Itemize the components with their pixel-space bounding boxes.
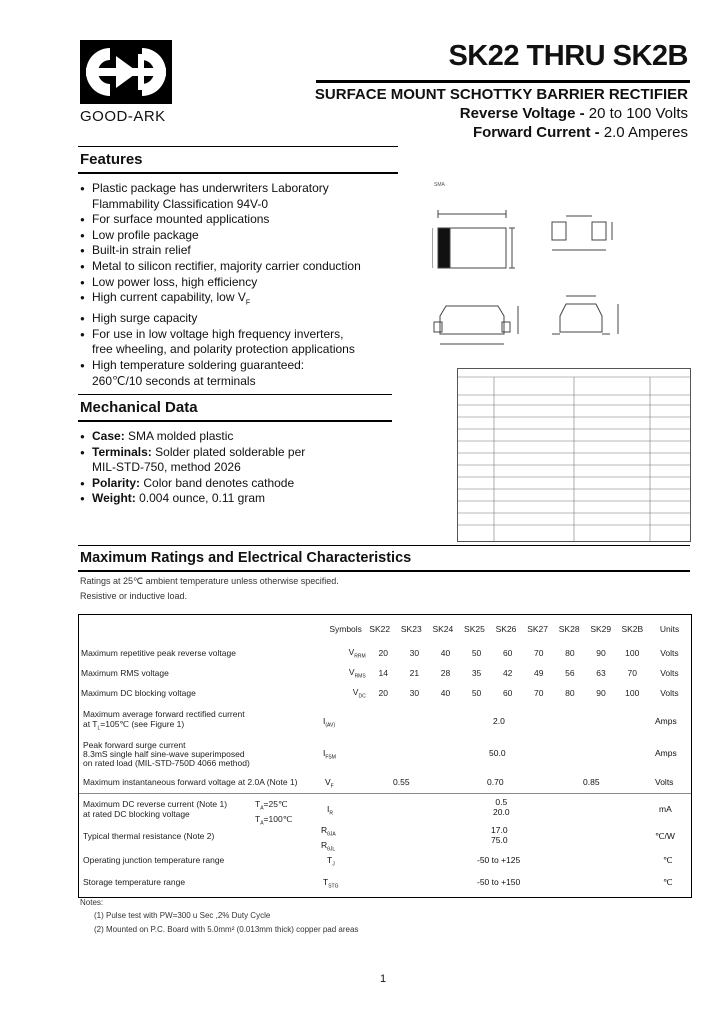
ratings-table	[78, 614, 692, 898]
ir-value-2: 20.0	[493, 807, 510, 817]
tj-param: Operating junction temperature range	[83, 855, 225, 865]
row-value: 56	[565, 668, 575, 678]
tj-unit: ℃	[663, 855, 673, 865]
row-value: 70	[627, 668, 637, 678]
ratings-note-2: Resistive or inductive load.	[80, 591, 188, 601]
ir-unit: mA	[659, 804, 672, 814]
col-header: SK24	[432, 624, 454, 634]
rth-symbol	[321, 825, 336, 854]
row-value: 28	[440, 668, 451, 678]
feature-item: ● Low profile package	[80, 228, 370, 244]
tj-symbol	[327, 855, 335, 868]
row-value: 70	[534, 688, 544, 698]
ratings-section	[78, 545, 690, 572]
ir-conditions	[255, 799, 292, 828]
col-header: SK2B	[621, 624, 644, 634]
row-value: 60	[502, 688, 513, 698]
ir-values	[493, 797, 510, 817]
reverse-voltage	[460, 105, 688, 122]
ir-param	[83, 799, 227, 819]
row-value: 14	[378, 668, 388, 678]
row-unit: Volts	[660, 648, 679, 658]
mech-terminals-value: Solder plated solderable per	[155, 444, 306, 459]
mech-case	[80, 429, 380, 445]
row-symbol	[302, 683, 368, 703]
forward-current-label: Forward Current -	[472, 124, 604, 141]
mech-polarity-value: Color band denotes cathode	[143, 475, 295, 490]
ratings-voltage-rows	[79, 643, 691, 703]
good-ark-logo	[80, 40, 172, 104]
avg-current-unit: Amps	[655, 716, 677, 726]
col-header: SK28	[558, 624, 580, 634]
tj-sym-text: T	[327, 855, 333, 865]
package-outline-diagram	[432, 192, 692, 364]
table-row	[79, 663, 691, 683]
row-value: 90	[596, 688, 606, 698]
row-symbol-sub: RRM	[354, 653, 366, 660]
col-header: SK22	[369, 624, 391, 634]
rth-param: Typical thermal resistance (Note 2)	[83, 831, 215, 841]
rth-sym2-sub: θJL	[327, 846, 336, 853]
avg-current-symbol	[323, 716, 335, 729]
features-title: Features	[80, 151, 143, 168]
ir-sym-sub: R	[329, 810, 333, 817]
vf-value-2: 0.70	[487, 777, 504, 787]
mech-case-value: SMA molded plastic	[128, 429, 234, 443]
row-value: 100	[625, 648, 640, 658]
feature-item: ● For surface mounted applications	[80, 212, 370, 228]
row-value: 100	[625, 688, 640, 698]
ratings-note-1: Ratings at 25℃ ambient temperature unless otherwise specified.	[80, 576, 339, 586]
note-1: (1) Pulse test with PW=300 u Sec ,2% Duty Cycle	[94, 911, 271, 920]
mech-case-label: Case:	[92, 429, 125, 443]
row-param: Maximum DC blocking voltage	[81, 688, 196, 698]
surge-param	[83, 741, 250, 768]
tj-value: -50 to +125	[477, 855, 521, 865]
row-value: 60	[502, 648, 513, 658]
row-symbol	[302, 643, 368, 663]
surge-sym-text: I	[323, 748, 326, 758]
row-value: 80	[565, 648, 575, 658]
vf-value-3: 0.85	[583, 777, 600, 787]
rth-values	[491, 825, 508, 845]
subtitle: SURFACE MOUNT SCHOTTKY BARRIER RECTIFIER	[314, 86, 688, 103]
feature-item: ● Built-in strain relief	[80, 243, 370, 259]
feature-item-cont: Flammability Classification 94V-0	[92, 196, 269, 211]
row-value: 21	[409, 668, 420, 678]
ir-row-rule	[79, 793, 691, 794]
surge-unit: Amps	[655, 748, 677, 758]
mech-terminals-cont: MIL-STD-750, method 2026	[92, 460, 241, 475]
row-value: 40	[440, 648, 451, 658]
feature-item: ● Metal to silicon rectifier, majority carrier conduction	[80, 259, 370, 275]
col-header: Symbols	[329, 624, 362, 634]
ratings-header-row	[79, 615, 691, 643]
vf-sym-text: V	[325, 777, 331, 787]
ratings-grid	[79, 615, 691, 643]
surge-symbol	[323, 748, 336, 761]
features-list	[80, 181, 370, 389]
col-header: Units	[659, 624, 680, 634]
surge-line1: Peak forward surge current	[83, 740, 186, 750]
table-row	[79, 643, 691, 663]
tj-sym-sub: J	[332, 861, 335, 868]
ir-sym-text: I	[327, 804, 330, 814]
notes-title: Notes:	[80, 898, 104, 907]
avg-current-sym-sub: (AV)	[325, 722, 336, 729]
mechanical-section	[78, 394, 392, 422]
row-value: 90	[596, 648, 606, 658]
ir-symbol	[327, 804, 333, 817]
mech-weight	[80, 491, 380, 507]
reverse-voltage-value: 20 to 100 Volts	[588, 105, 688, 122]
ir-cond2-t: T	[255, 813, 261, 824]
rth-sym1-sub: θJA	[327, 831, 336, 838]
vf-symbol	[325, 777, 334, 790]
row-param: Maximum RMS voltage	[81, 668, 169, 678]
mechanical-bottom-rule	[78, 420, 392, 422]
ir-cond2-val: =100℃	[263, 813, 293, 824]
rth-symbol-1	[321, 825, 336, 840]
mech-polarity	[80, 476, 380, 492]
mech-terminals	[80, 445, 380, 461]
rth-value-1: 17.0	[491, 825, 508, 835]
tstg-symbol	[323, 877, 338, 890]
rth-sym1-text: R	[321, 825, 328, 835]
ir-cond-2: $T_A=100℃$	[255, 813, 293, 827]
ir-line1: Maximum DC reverse current (Note 1)	[83, 799, 228, 809]
row-symbol	[302, 663, 368, 683]
tstg-unit: ℃	[663, 877, 673, 887]
reverse-voltage-label: Reverse Voltage -	[459, 105, 589, 122]
tstg-sym-sub: STG	[328, 883, 339, 890]
vf-unit: Volts	[655, 777, 674, 787]
brand-name: GOOD-ARK	[80, 108, 166, 125]
feature-vf-sub: F	[245, 299, 251, 307]
avg-current-sym-text: I	[323, 716, 326, 726]
surge-line2: 8.3mS single half sine-wave superimposed	[83, 749, 245, 759]
feature-item-vf	[80, 290, 370, 311]
features-section	[78, 146, 398, 174]
features-bottom-rule	[78, 172, 398, 174]
avg-current-line1: Maximum average forward rectified current	[83, 709, 245, 719]
mech-terminals-label: Terminals:	[92, 444, 152, 459]
ir-line2: at rated DC blocking voltage	[83, 809, 190, 819]
row-symbol-sub: RMS	[354, 673, 366, 680]
forward-current-value: 2.0 Amperes	[603, 124, 688, 141]
rth-sym2-text: R	[321, 839, 328, 850]
page-number: 1	[380, 973, 387, 985]
vf-value-1: 0.55	[393, 777, 410, 787]
ir-cond-1: $T_A=25℃$	[255, 799, 288, 812]
tstg-param: Storage temperature range	[83, 877, 186, 887]
rth-unit: ℃/W	[655, 831, 675, 841]
ir-value-1: 0.5	[495, 797, 508, 807]
mech-weight-label: Weight:	[92, 491, 136, 506]
page-title: SK22 THRU SK2B	[448, 40, 688, 72]
row-symbol-text: V	[348, 666, 355, 677]
row-symbol-text: V	[348, 646, 355, 657]
mechanical-list	[80, 429, 380, 507]
row-value: 49	[534, 668, 544, 678]
vf-sym-sub: F	[330, 783, 334, 790]
row-value: 20	[378, 688, 388, 698]
col-header: SK23	[400, 624, 422, 634]
row-value: 20	[378, 648, 388, 658]
mech-polarity-label: Polarity:	[92, 475, 141, 490]
feature-vf-text: High current capability, low V	[92, 290, 246, 305]
row-unit: Volts	[660, 688, 679, 698]
row-value: 30	[409, 688, 420, 698]
feature-item: ● Low power loss, high efficiency	[80, 275, 370, 291]
forward-current	[473, 124, 688, 141]
surge-value: 50.0	[489, 748, 506, 758]
row-value: 42	[502, 668, 513, 678]
row-value: 30	[409, 648, 420, 658]
col-header: SK26	[495, 624, 517, 634]
surge-line3: on rated load (MIL-STD-750D 4066 method)	[83, 758, 250, 768]
feature-item: ● For use in low voltage high frequency inverters,	[80, 327, 370, 343]
tstg-value: -50 to +150	[477, 877, 521, 887]
dimension-table	[457, 368, 691, 542]
feature-item-cont: free wheeling, and polarity protection applications	[92, 342, 355, 357]
avg-current-value: 2.0	[493, 716, 505, 726]
row-value: 50	[471, 688, 482, 698]
feature-item-cont: 260℃/10 seconds at terminals	[92, 373, 256, 388]
note-2: (2) Mounted on P.C. Board with 5.0mm² (0.013mm thick) copper pad areas	[94, 925, 359, 934]
row-symbol-text: V	[352, 686, 359, 697]
rth-symbol-2	[321, 840, 336, 855]
tstg-sym-text: T	[323, 877, 329, 887]
row-value: 50	[471, 648, 482, 658]
avg-current-line2: at $T_L=105℃$ (see Figure 1)	[83, 719, 185, 732]
ratings-bottom-rule	[78, 570, 690, 572]
feature-item: ● High temperature soldering guaranteed:	[80, 358, 370, 374]
col-header: SK25	[464, 624, 485, 634]
surge-sym-sub: FSM	[325, 754, 336, 761]
table-row	[79, 683, 691, 703]
col-header: SK29	[590, 624, 612, 634]
feature-item: ● Plastic package has underwriters Laboratory	[80, 181, 370, 197]
avg-current-param	[83, 709, 245, 734]
row-value: 35	[471, 668, 482, 678]
row-value: 40	[440, 688, 451, 698]
vf-param: Maximum instantaneous forward voltage at 2.0A (Note 1)	[83, 777, 298, 787]
param-header	[79, 615, 298, 643]
feature-item: ● High surge capacity	[80, 311, 370, 327]
row-value: 80	[565, 688, 575, 698]
ratings-title: Maximum Ratings and Electrical Characteristics	[80, 550, 412, 566]
row-value: 63	[596, 668, 606, 678]
avg-current-cond: =105℃ (see Figure 1)	[100, 719, 185, 729]
header-rule	[316, 80, 690, 83]
mech-weight-value: 0.004 ounce, 0.11 gram	[139, 491, 265, 506]
rth-value-2: 75.0	[491, 835, 508, 845]
row-param: Maximum repetitive peak reverse voltage	[81, 648, 236, 658]
package-label: SMA	[434, 182, 445, 188]
mechanical-title: Mechanical Data	[80, 399, 198, 416]
row-symbol-sub: DC	[358, 693, 366, 700]
col-header: SK27	[527, 624, 548, 634]
row-value: 70	[534, 648, 544, 658]
row-unit: Volts	[660, 668, 679, 678]
ir-cond1-t: T	[255, 799, 261, 809]
avg-current-at: at T	[83, 719, 98, 729]
ir-cond1-val: =25℃	[263, 799, 288, 809]
